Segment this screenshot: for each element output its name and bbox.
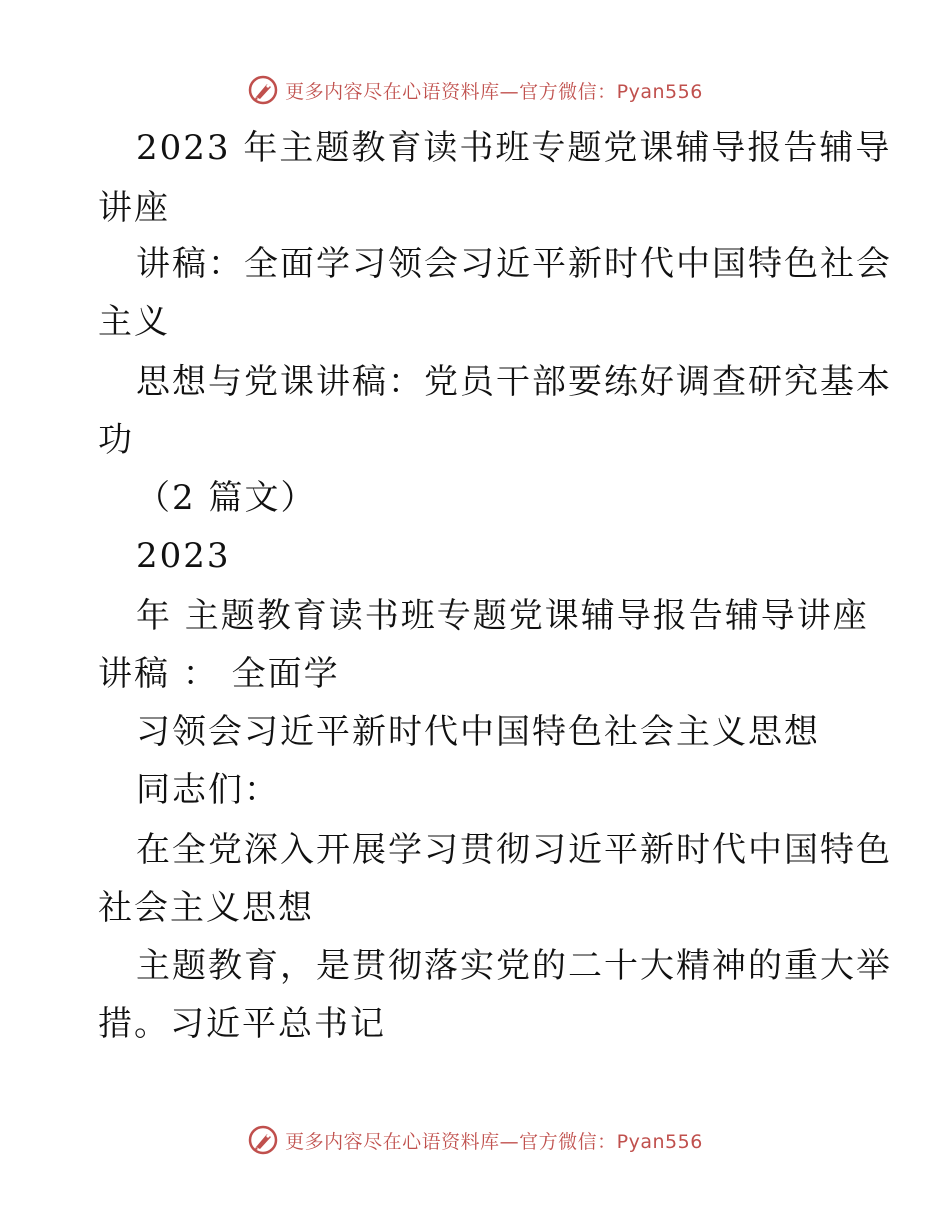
text-line: 2023 [136,536,231,576]
watermark-text: 更多内容尽在心语资料库—官方微信：Pyan556 [285,1130,703,1153]
text-line: 讲座 [98,188,170,228]
text-line: 社会主义思想 [98,888,314,928]
text-line: 年 主题教育读书班专题党课辅导报告辅导讲座 [136,596,869,636]
text-line: 主义 [98,302,170,342]
text-line: 在全党深入开展学习贯彻习近平新时代中国特色 [136,830,892,870]
text-line: 主题教育，是贯彻落实党的二十大精神的重大举 [136,946,892,986]
text-line: 措。习近平总书记 [98,1004,386,1044]
text-line: 讲稿 ： 全面学 [98,654,340,694]
text-line: 2023 年主题教育读书班专题党课辅导报告辅导 [136,128,892,168]
watermark-text: 更多内容尽在心语资料库—官方微信：Pyan556 [285,80,703,103]
footer-watermark [0,1122,950,1158]
text-line: 功 [98,420,134,460]
text-line: 同志们： [136,770,280,810]
pen-nib-circle-icon [247,1124,279,1156]
text-line: 思想与党课讲稿：党员干部要练好调查研究基本 [136,362,892,402]
text-line: 习领会习近平新时代中国特色社会主义思想 [136,712,820,752]
text-line: 讲稿：全面学习领会习近平新时代中国特色社会 [136,244,892,284]
text-line: （2 篇文） [136,478,317,518]
